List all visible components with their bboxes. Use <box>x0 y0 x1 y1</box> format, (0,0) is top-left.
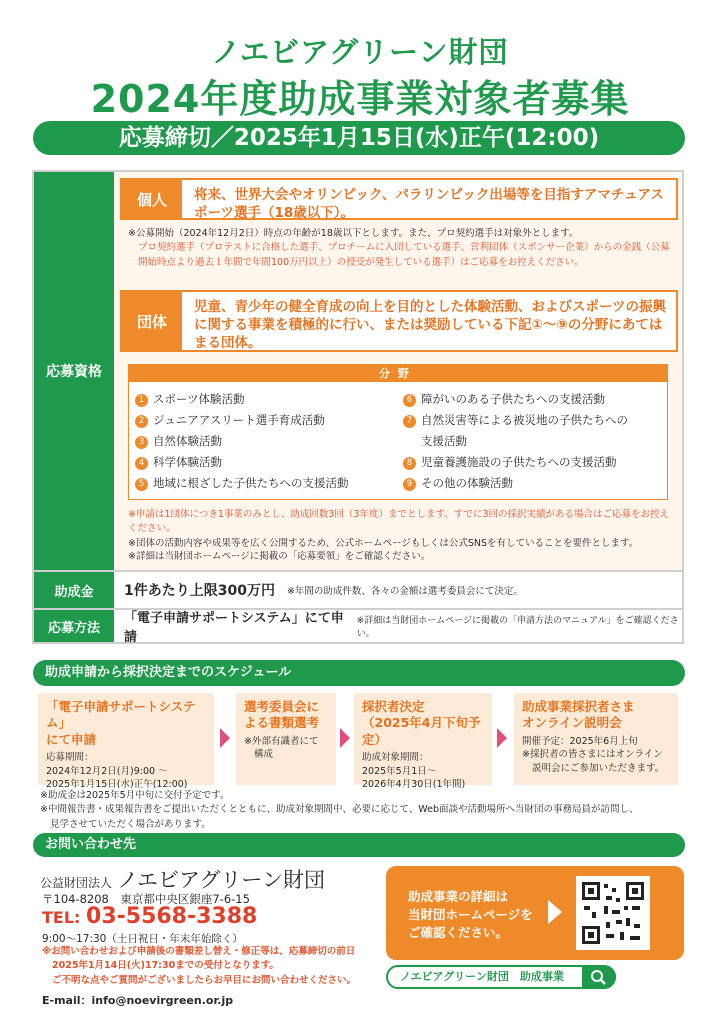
play-arrow-icon <box>548 900 562 924</box>
qualification-label: 応募資格 <box>34 172 114 570</box>
search-box[interactable] <box>386 965 616 989</box>
step-body-line: 構成 <box>254 749 274 761</box>
schedule-title: 助成申請から採択決定までのスケジュール <box>33 660 685 686</box>
step-body-line: 2025年1月15日(水)正午(12:00) <box>46 779 188 791</box>
step-body <box>236 732 336 763</box>
field-item <box>403 410 628 431</box>
step-heading <box>514 693 678 732</box>
step-body-line: ※採択者の皆さまにはオンライン <box>522 749 663 761</box>
field-item <box>135 410 349 431</box>
foundation-name: ノエビアグリーン財団 <box>211 35 509 69</box>
field-number-badge: 6 <box>403 394 416 407</box>
grant-amount: 1件あたり上限300万円 <box>124 583 275 599</box>
group-tag: 団体 <box>122 292 182 350</box>
field-item <box>135 431 349 452</box>
field-label: 自然災害等による被災地の子供たちへの <box>421 413 628 427</box>
website-panel-line: 助成事業の詳細は <box>408 889 509 904</box>
deadline-banner: 応募締切／2025年1月15日(水)正午(12:00) <box>33 121 685 155</box>
contact-red-note <box>42 945 356 988</box>
step-heading-line: 「電子申請サポートシステム」 <box>46 699 196 731</box>
schedule-step-1 <box>38 693 214 791</box>
step-heading <box>38 693 214 748</box>
field-label: 障がいのある子供たちへの支援活動 <box>421 392 605 406</box>
field-item <box>135 389 349 410</box>
arrow-right-icon <box>340 728 350 748</box>
org-prefix: 公益財団法人 <box>40 876 113 890</box>
step-heading-line: 採択者決定 <box>362 699 425 714</box>
tel-label: TEL: <box>42 908 81 927</box>
group-notes <box>128 508 676 551</box>
schedule-step-4 <box>514 693 678 785</box>
fields-left-list <box>135 389 349 494</box>
method-row <box>32 610 684 644</box>
step-heading-line: （2025年4月下旬予定） <box>362 715 481 747</box>
step-heading-line: にて申請 <box>46 731 97 747</box>
step-body-line: 2026年4月30日(1年間) <box>362 779 466 791</box>
website-panel <box>386 866 684 960</box>
arrow-right-icon <box>497 728 507 748</box>
method-content <box>124 610 682 645</box>
individual-note-1: ※公募開始（2024年12月2日）時点の年齢が18歳以下とします。また、プロ契約選手は対象外とします。 <box>128 228 579 239</box>
step-heading-line: 助成事業採択者さま <box>522 699 635 714</box>
qualification-section <box>32 170 684 572</box>
schedule-notes <box>40 789 690 832</box>
field-item <box>403 452 628 473</box>
step-body <box>514 732 678 776</box>
field-number-badge: 2 <box>135 415 148 428</box>
grant-content <box>124 572 523 608</box>
org-name-line <box>40 864 325 894</box>
search-icon <box>582 965 616 989</box>
field-label: ジュニアアスリート選手育成活動 <box>153 413 325 427</box>
search-button[interactable] <box>582 965 616 989</box>
contact-red-note-2: 2025年1月14日(火)17:30までの受付となります。 <box>52 960 279 972</box>
step-heading <box>354 693 492 748</box>
grant-note: ※年間の助成件数、各々の金額は選考委員会にて決定。 <box>286 586 523 597</box>
field-number-badge: 3 <box>135 436 148 449</box>
schedule-step-3 <box>354 693 492 791</box>
fields-box <box>128 364 668 500</box>
field-label: 支援活動 <box>421 434 467 448</box>
group-note-1: ※申請は1団体につき1事業のみとし、助成回数3回（3年度）までとします。すでに3回の採択実績がある場合はご応募をお控えください。 <box>128 509 670 535</box>
grant-label: 助成金 <box>34 572 114 608</box>
schedule-note-1: ※助成金は2025年5月中旬に交付予定です。 <box>40 790 230 801</box>
step-body-line: 助成対象期間： <box>362 751 429 763</box>
contact-red-note-3: ご不明な点やご質問がございましたらお早目にお問い合わせください。 <box>52 974 357 986</box>
field-number-badge: 5 <box>135 478 148 491</box>
field-item <box>403 389 628 410</box>
detail-note: ※詳細は当財団ホームページに掲載の「応募要領」をご確認ください。 <box>128 551 431 562</box>
grant-row <box>32 572 684 610</box>
schedule-step-2 <box>236 693 336 785</box>
field-number-badge: 9 <box>403 478 416 491</box>
field-label: スポーツ体験活動 <box>153 392 245 406</box>
contact-title: お問い合わせ先 <box>33 833 685 857</box>
individual-box <box>120 178 678 220</box>
step-body <box>38 748 214 792</box>
individual-tag: 個人 <box>122 180 182 218</box>
website-panel-text <box>408 888 533 942</box>
website-panel-line: ご確認ください。 <box>408 925 509 941</box>
arrow-right-icon <box>220 728 230 748</box>
step-body-line: 2024年12月2日(月)9:00 ～ <box>46 765 168 777</box>
schedule-note-2: ※中間報告書・成果報告書をご提出いただくとともに、助成対象期間中、必要に応じて、Web面談や活動場所へ当財団の事務局員が訪問し、 <box>40 804 639 816</box>
page-title: 2024年度助成事業対象者募集 <box>90 77 630 121</box>
tel-line <box>42 904 257 929</box>
step-body-line: 2025年5月1日～ <box>362 765 437 777</box>
field-label: 児童養護施設の子供たちへの支援活動 <box>421 455 617 469</box>
org-name: ノエビアグリーン財団 <box>117 868 326 892</box>
address: 〒104-8208 東京都中央区銀座7-6-15 <box>42 892 250 906</box>
field-item <box>135 452 349 473</box>
step-heading <box>236 693 336 732</box>
group-box <box>120 290 678 352</box>
fields-right-list <box>403 389 628 494</box>
step-heading-line: よる書類選考 <box>244 715 320 731</box>
step-heading-line: オンライン説明会 <box>522 715 622 731</box>
qr-code-icon[interactable] <box>576 876 650 950</box>
individual-note <box>128 227 676 270</box>
business-hours: 9:00～17:30（土日祝日・年末年始除く） <box>42 933 243 945</box>
step-body-line: 説明会にご参加いただきます。 <box>532 763 665 775</box>
field-item <box>403 473 628 494</box>
step-body-line: 応募期間： <box>46 751 94 763</box>
step-body-line: ※外部有識者にて <box>244 735 319 747</box>
field-item-continued <box>403 431 628 452</box>
search-text: ノエビアグリーン財団 助成事業 <box>400 970 564 983</box>
field-label: 科学体験活動 <box>153 455 222 469</box>
field-label: 自然体験活動 <box>153 434 222 448</box>
field-label: 地域に根ざした子供たちへの支援活動 <box>153 476 349 490</box>
step-body-line: 開催予定：2025年6月上旬 <box>522 735 638 747</box>
step-heading-line: 選考委員会に <box>244 699 320 714</box>
method-text: 「電子申請サポートシステム」にて申請 <box>124 611 344 645</box>
schedule-note-3: 見学させていただく場合があります。 <box>50 818 211 830</box>
field-number-badge: 7 <box>403 415 416 428</box>
individual-text: 将来、世界大会やオリンピック、パラリンピック出場等を目指すアマチュアスポーツ選手（18歳以下）。 <box>194 187 664 222</box>
tel-number[interactable]: 03-5568-3388 <box>86 904 258 929</box>
individual-note-2: プロ契約選手（プロテストに合格した選手、プロチームに入団している選手、営利団体（スポンサー企業）からの金銭（公募開始時点より過去１年間で年間100万円以上）の授受が発生している選手）はご応募をお控えください。 <box>138 242 670 268</box>
qualification-body <box>114 172 682 570</box>
field-label: その他の体験活動 <box>421 476 513 490</box>
website-panel-line: 当財団ホームページを <box>408 907 533 923</box>
method-label: 応募方法 <box>34 610 114 642</box>
field-item <box>135 473 349 494</box>
group-text: 児童、青少年の健全育成の向上を目的とした体験活動、およびスポーツの振興に関する事業を積極的に行い、または奨励している下記①～⑨の分野にあてはまる団体。 <box>194 299 666 352</box>
email[interactable]: E-mail：info@noevirgreen.or.jp <box>42 994 234 1007</box>
step-body <box>354 748 492 792</box>
contact-red-note-1: ※お問い合わせおよび申請後の書類差し替え・修正等は、応募締切の前日 <box>42 946 356 957</box>
field-number-badge: 8 <box>403 457 416 470</box>
field-number-badge: 4 <box>135 457 148 470</box>
fields-title: 分野 <box>129 365 667 382</box>
group-note-2: ※団体の活動内容や成果等を広く公開するため、公式ホームページもしくは公式SNSを有していることを要件とします。 <box>128 537 639 549</box>
method-note: ※詳細は当財団ホームページに掲載の「申請方法のマニュアル」をご確認ください。 <box>356 616 679 639</box>
field-number-badge: 1 <box>135 394 148 407</box>
